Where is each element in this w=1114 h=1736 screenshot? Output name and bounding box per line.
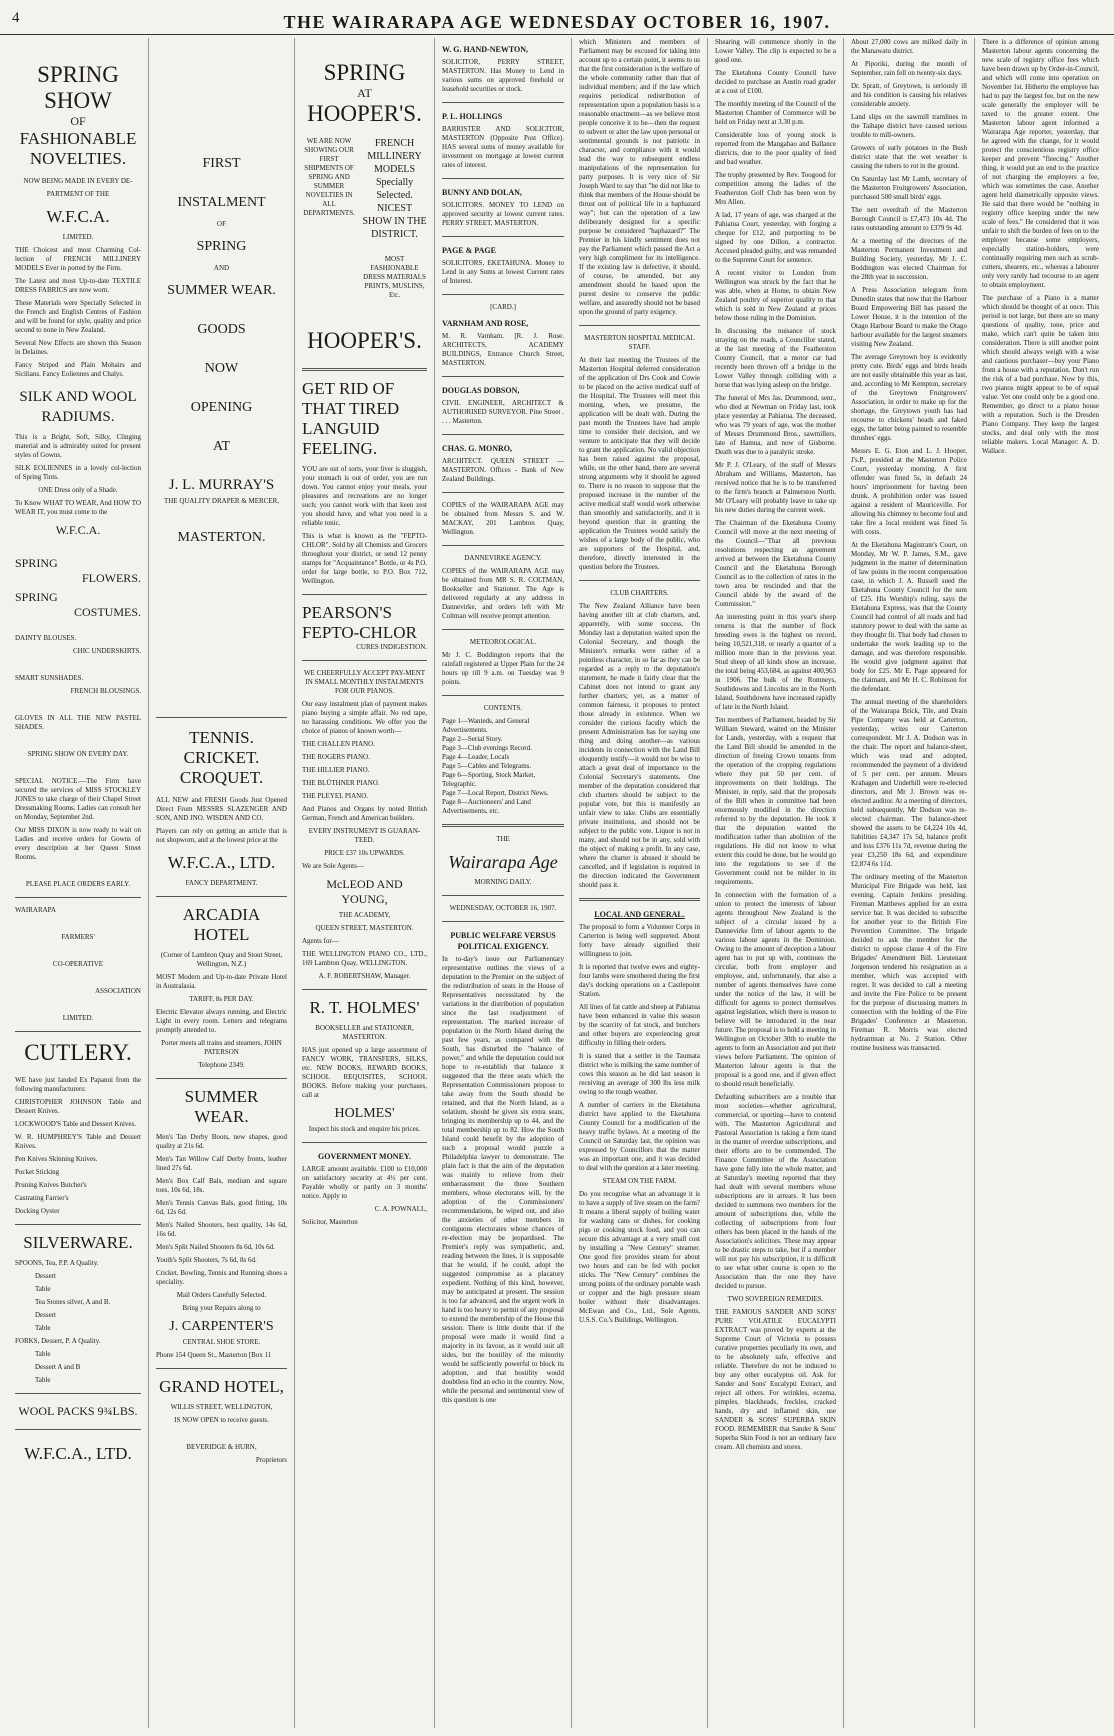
wfca-heading: W.F.C.A. (55, 523, 101, 537)
card-heading: BUNNY AND DOLAN, (442, 188, 522, 197)
piano-item: THE PLEYEL PIANO. (302, 792, 369, 800)
article-text: The Eketahuna County Council have decided to purchase an Austin road grader at a cost of £100. (715, 69, 836, 95)
ad-line: Table (35, 1376, 51, 1384)
ad-line: FARMERS' (61, 933, 95, 941)
ad-line: FORKS, Dessert, P. A Quality. (15, 1337, 101, 1345)
contents-heading: CONTENTS. (483, 704, 523, 712)
ad-paragraph: HAS just opened up a large assortment of FANCY WORK, TRANSFERS, SILKS, etc. NEW BOOKS, REWARD BOOKS, SCHOOL REQUISITES, SCHOOL BOOKS. Before making your purchases, call at (302, 1046, 427, 1099)
ad-paragraph: The Latest and most Up-to-date TEXTILE DRESS FABRICS are now worn. (15, 277, 141, 294)
spring-heading: SPRING (15, 556, 58, 570)
contents-item: Page 7—Local Report, District News. (442, 789, 549, 797)
leader-heading: PUBLIC WELFARE VERSUS POLITICAL EXIGENCY. (450, 931, 556, 951)
ad-line: Tea Stones silver, A and B. (35, 1298, 111, 1306)
article-text: Do you recognise what an advantage it is to have a supply of live steam on the farm? It means a liberal supply of boiling water for washing cans or dishes, for cooking pigs or cooking stock food, and you can secure this advantage at a very small cost by installing a "New Century" steamer. One good fire provides steam for about two hours and can be fed with pocket sticks. The "New Century" combines the strong points of the ordinary portable wash or copper and the high pressure steam boiler without their disadvantages. McEwan and Co., Ltd., Sole Agents, U.S.S. Co.'s Buildings, Wellington. (579, 1190, 700, 1324)
at-heading: AT (357, 86, 372, 100)
article-text: The ordinary meeting of the Masterton Municipal Fire Brigade was held, last evening, Captain Jenkins presiding. Fireman Matthews applied for an extra service bar. It was decided to subscribe for another year to the British Fire Prevention Committee. The brigade decided to ask the member for the district to oppose clause 4 of the Fire Brigades' Amendment Bill. Lieutenant Jorgenson tendered his resignation as a member, which was accepted with regret. It was decided to call a meeting and invite the Fire Police to be present for the purpose of discussing matters in connection with the holding of the Fire Brigades' Conference at Masterton. Fireman R. Morris was elected hydrantman at No. 2 Station. Other routine business was transacted. (851, 873, 967, 1052)
spring-heading: SPRING (196, 239, 247, 254)
card-text: BARRISTER AND SOLICITOR, MASTERTON (Opposite Post Office). HAS several sums of money available for investment on mortgage at lowest current rates of interest. (442, 125, 564, 169)
ad-line: Men's Nailed Shooters, best quality, 14s 6d, 16s 6d. (156, 1221, 287, 1238)
grand-hotel-heading: GRAND HOTEL, (159, 1377, 284, 1396)
getrid-heading: LANGUID (302, 419, 380, 438)
article-text: Mr P. J. O'Leary, of the staff of Messrs Abraham and Williams, Masterton, has received notice that he is to be transferred to the firm's branch at Palmerston North. Mr O'Leary will probably leave to take up his new duties during the current week. (715, 461, 836, 514)
notice-text: Mr J. C. Boddington reports that the rainfall registered at Upper Plain for the 24 hours up till 9 a.m. on Tuesday was 9 points. (442, 651, 564, 686)
ad-paragraph: MOST Modern and Up-to-date Private Hotel in Australasia. (156, 973, 287, 990)
card-text: SOLICITORS, EKETAHUNA. Money to Lend in any Sums at lowest Current rates of Interest. (442, 259, 564, 285)
columns (8, 38, 1106, 1728)
column-2 (148, 38, 294, 1728)
opening-heading: OPENING (190, 400, 253, 415)
ad-line: PLEASE PLACE ORDERS EARLY. (25, 880, 131, 888)
ad-paragraph: WE CHEERFULLY ACCEPT PAY-MENT IN SMALL MONTHLY INSTALMENTS FOR OUR PIANOS. (303, 669, 426, 695)
article-text: An interesting point in this year's sheep returns is that the number of flock breeding ewes is the highest on record, being 10,521,318, or nearly a quarter of a million more than in the previous year. Stud sheep of all kinds show an increase, the total being 453,684, as against 400,963 in 1906. The bulk of the Romneys, Southdowns and Lincolns are in the North Island, Southdowns have increased rapidly of late in the North Island. (715, 613, 836, 711)
ad-line: Bring your Repairs along to (182, 1304, 261, 1312)
croquet-heading: CROQUET. (179, 768, 264, 787)
ad-line: CHRISTOPHER JOHNSON Table and Dessert Knives. (15, 1098, 141, 1115)
tennis-heading: TENNIS. (189, 728, 254, 747)
wfca-ltd-heading: W.F.C.A., LTD. (167, 853, 276, 872)
card-heading: W. G. HAND-NEWTON, (442, 45, 529, 54)
article-text: The annual meeting of the shareholders of the Wairarapa Brick, Tile, and Drain Pipe Company was held at Carterton, yesterday, writes our Carterton correspondent. Mr J. A. Dodson was in the chair. The report and balance-sheet, which was read and adopted, recommended the payment of a dividend of 5 per cent. per annum. Messrs Krahagen and Underhill were re-elected directors, and Mr J. Brown was re-elected auditor. At a meeting of directors, held subsequently, Mr Dodson was re-elected chairman. The balance-sheet showed the assets to be £4,224 10s 4d, liabilities £4,347 17s 5d, balance profit and loss £376 11s 7d, revenue during the year £3,250 18s 6d, and expenditure £2,874 6s 11d. (851, 698, 967, 868)
article-text: The nett overdraft of the Masterton Borough Council is £7,473 10s 4d. The rates outstanding amount to £379 9s 4d. (851, 206, 967, 232)
notice-heading: METEOROLOGICAL. (469, 638, 537, 646)
card-text: SOLICITORS. MONEY TO LEND on approved security at lowest current rates. PERRY STREET, MASTERTON. (442, 201, 564, 227)
getrid-heading: FEELING. (302, 439, 378, 458)
woolpacks-heading: WOOL PACKS 9¾LBS. (18, 1404, 138, 1418)
ad-line: Men's Split Nailed Shooters 8s 6d, 10s 6d. (156, 1243, 275, 1251)
ad-paragraph: WE have just landed Ex Papanui from the following manufacturers: (15, 1076, 141, 1093)
article-text: All lines of fat cattle and sheep at Pahiatua have been enhanced in value this season by the scarcity of fat stock, and butchers and other buyers are experiencing great difficulty in filling their orders. (579, 1003, 700, 1047)
ad-line: Table (35, 1350, 51, 1358)
getrid-heading: GET RID OF (302, 379, 395, 398)
ad-paragraph: SPECIAL NOTICE.—The Firm have secured the services of MISS STOCKLEY JONES to take charge of their Chapel Street Dressmaking Rooms. Ladies can consult her on Monday, September 2nd. (15, 777, 141, 821)
holmes-heading: R. T. HOLMES' (309, 998, 420, 1017)
article-text: Messrs E. G. Eton and L. J. Hooper, J's.P., presided at the Masterton Police Court, yesterday morning. A first offender was fined 5s, in default 24 hours' imprisonment for having been drunk. A prohibition order was issued against a resident of Mauriceville. For allowing his chimney to become foul and take fire a local resident was fined 5s with costs. (851, 447, 967, 536)
column-3 (294, 38, 434, 1728)
dateline: WEDNESDAY, OCTOBER 16, 1907. (449, 904, 557, 912)
article-text: Shearing will commence shortly in the Lower Valley. The clip is expected to be a good one. (715, 38, 836, 64)
masthead (0, 0, 1114, 35)
wfca-heading: W.F.C.A. (46, 207, 110, 226)
at-heading: AT (212, 439, 231, 454)
article-text: Land slips on the sawmill tramlines in the Taihape district have caused serious trouble to mill-owners. (851, 113, 967, 139)
ad-paragraph: ONE Dress only of a Shade. (38, 486, 118, 494)
card-heading: VARNHAM AND ROSE, (442, 319, 529, 328)
article-text: Dr. Spratt, of Greytown, is seriously ill and his condition is causing his relatives considerable anxiety. (851, 82, 967, 108)
article-text: A number of carriers in the Eketahuna district have applied to the Eketahuna County Council for a modification of the heavy traffic bylaws. At a meeting of the Council on Saturday last, the opinion was expressed by Councillors that the matter was an important one, and it was decided to deal with the question at a later meeting. (579, 1101, 700, 1172)
notice-heading: DANNEVIRKE AGENCY. (464, 554, 542, 562)
ad-paragraph: Electric Elevator always running, and Electric Light in every room. Letters and telegrams promptly attended to. (156, 1008, 287, 1034)
article-text: In discussing the nuisance of stock straying on the roads, a Councillor stated, at the last meeting of the Featherston County Council, that a motor car had recently been thrown off a bridge in the Lower Valley through colliding with a horse that was lying asleep on the bridge. (715, 327, 836, 389)
ad-text: CENTRAL SHOE STORE. (182, 1338, 261, 1346)
contents-item: Page 8—Auctioneers' and Land Advertisements, etc. (442, 798, 531, 815)
ad-paragraph: This is a Bright, Soft, Silky, Clinging material and is admirably suited for present styles of Gowns. (15, 433, 141, 459)
instalment-heading: INSTALMENT (177, 195, 266, 210)
spring-heading: SPRING (37, 62, 119, 87)
ad-text: PRICE £37 10s UPWARDS. (324, 849, 405, 857)
now-heading: NOW (204, 361, 239, 376)
piano-item: THE BLÜTHNER PIANO. (302, 779, 380, 787)
ad-paragraph: Fancy Striped and Plain Mohairs and Sicilians. Fancy Eoliennes and Chalys. (15, 361, 141, 378)
holmes-heading: HOLMES' (334, 1106, 395, 1121)
ad-line: Men's Tan Derby Boots, new shapes, good quality at 21s 6d. (156, 1133, 287, 1150)
article-text: There is a difference of opinion among Masterton labour agents concerning the new scale of registry office fees which have been drawn up by Order-in-Council, and which will come into operation on November 1st. Hitherto the employee has had to pay the largest fee, but on the new scale generally the employer will be taxed to the greater extent. One Masterton labour agent informed a Wairarapa Age reporter, yesterday, that he agreed with the change, for it would protect the conscientious registry office keeper and prevent "fleecing." Another thing, it would put an end to the practice of not charging the employers a fee, which was sometimes the case. Another agent held diametrically opposite views. He said that there would be "nothing in registry office keeping under the new scale of fees." He considered that it was unfair to shift the burden of fees on to the employer because some employers, especially station-holders, were continually requiring men such as scrub-cutters, shearers, etc., whereas a labourer only very rarely had recourse to an agent to obtain employment. (982, 38, 1099, 289)
ad-text: Telephone 2349. (198, 1061, 245, 1069)
article-heading: CLUB CHARTERS. (610, 589, 669, 597)
ad-line: LIMITED. (62, 1014, 94, 1022)
the-text: THE (496, 835, 510, 843)
card-heading: DOUGLAS DOBSON, (442, 386, 520, 395)
ad-line: Dessert (35, 1272, 56, 1280)
article-text: At the Eketahuna Magistrate's Court, on Monday, Mr W. P. James, S.M., gave judgment in the matter of determination of law points in the recent compensation case, in which J. A. Russell sued the Eketahuna County Council for the sum of £25. His Worship's ruling, says the Eketahuna Express, was that the County Council had control of all roads and had statutory power to deal with the same as they thought fit. That body had chosen to undertake the work leading up to the damage, and was therefore responsible. He would give judgment against that body for £25. Mr E. Page appeared for the claimant, and Mr H. C. Robinson for the defendant. (851, 541, 967, 693)
ad-line: Castrating Farrier's (15, 1194, 69, 1202)
ad-paragraph: These Materials were Specially Selected in the French and English Centres of Fashion and will be found for style, quality and price second to none in New Zealand. (15, 299, 141, 334)
article-heading: TWO SOVEREIGN REMEDIES. (727, 1295, 824, 1303)
article-heading: MASTERTON HOSPITAL MEDICAL STAFF. (584, 334, 695, 351)
ad-paragraph: THE Choicest and most Charming Col-lection of FRENCH MILLINERY MODELS Ever in ported by the Firm. (15, 246, 141, 272)
ad-line: Youth's Split Shooters, 7s 6d, 8s 6d. (156, 1256, 257, 1264)
silk-heading: SILK AND WOOL RADIUMS. (19, 389, 137, 425)
article-text: The New Zealand Alliance have been having another tilt at club charters, and, apparently, with some success. On Monday last a deputation waited upon the Colonial Secretary, and though the Minister's remarks were rather of a pointless character, in so far as they can be regarded as a reply to the deputation's statement, he made it fairly clear that the Cabinet does not intend to grant any further charters; yet, as a matter of common fairness, it proposes to protect those already in existence. When we consider the curious faculty which the present Administration has for saying one thing and doing another—as various incidents in connection with the Land Bill eloquently testify—it would not be wise to attach a great deal of importance to the Colonial Secretary's statements. One member of the deputation considered that club charters should be subject to the popular vote, but this is manifestly an unfair view to take. Clubs are essentially private institutions, and should not be subject to the public vote. Liquor is not in many, and should not be in any, sold with the object of making a profit. In any case, where the charter is abused it should be cancelled, and if legislation is required in the direction indicated the Government should pass it. (579, 602, 700, 889)
page-number: 4 (12, 10, 20, 26)
ad-paragraph: This is what is known as the "FEPTO-CHLOR". Sold by all Chemists and Grocers throughout your district, or send 12 penny stamps for "Acquaintance" Bottle, or 4s P.O. order for large bottle, to P.O. Box 712, Wellington. (302, 532, 427, 585)
ad-line: Table (35, 1324, 51, 1332)
fashionable-heading: FASHIONABLE (19, 129, 137, 148)
ad-paragraph: Several New Effects are shown this Season in Delaines. (15, 339, 141, 356)
contents-item: Page 2—Serial Story. (442, 735, 503, 743)
ad-line: Pen Knives Skinning Knives. (15, 1155, 98, 1163)
ad-line: GLOVES IN ALL THE NEW PASTEL SHADES. (15, 714, 141, 731)
pearson-heading: FEPTO-CHLOR (302, 623, 417, 642)
ad-text: TARIFF, 8s PER DAY. (189, 995, 254, 1003)
ad-line: ASSOCIATION (95, 987, 141, 995)
card-text: M. R. Varnham. [R. J. Rose. ARCHITECTS, ACADEMY BUILDINGS, Entrance Church Street, MASTERTON. (442, 332, 564, 367)
ad-line: Dessert A and B (35, 1363, 81, 1371)
ad-paragraph: Our MISS DIXON is now ready to wait on Ladies and receive orders for Gowns of every description at her Queen Street Rooms. (15, 826, 141, 861)
ad-text: NOW BEING MADE IN EVERY DE- (23, 177, 133, 185)
article-text: The funeral of Mrs Jas. Drummond, senr., who died at Newman on Friday last, took place yesterday at Pahiatua. The deceased, who was 79 years of age, was the mother of Messrs Drummond Bros., sawmillers, late of Hamua, and now of Gisborne. Death was due to a paralytic stroke. (715, 394, 836, 456)
ad-text: WILLIS STREET, WELLINGTON, (170, 1403, 273, 1411)
card-text: CIVIL ENGINEER, ARCHITECT & AUTHORISED SURVEYOR. Pine Street . . . . Masterton. (442, 399, 564, 425)
article-text: A recent visitor to London from Wellington was struck by the fact that he was able, when at Home, to obtain New Zealand poultry of superior quality to that which is sold in New Zealand at prices below those ruling in the Dominion. (715, 269, 836, 322)
article-text: The Chairman of the Eketahuna County Council will move at the next meeting of the Council—"That all previous resolutions respecting an agreement arrived at between the Eketahuna County Council and the Eketahuna Borough Council as to the collection of rates in the town area be rescinded and that the Council abide by the award of the Commission." (715, 519, 836, 608)
summer-heading: SUMMER WEAR. (167, 283, 276, 298)
card-text: SOLICITOR, PERRY STREET, MASTERTON. Has Money to Lend in various sums on approved freehold or leasehold securities or stock. (442, 58, 564, 93)
card-heading: P. L. HOLLINGS (442, 112, 503, 121)
ad-text: FRENCH MILLINERY MODELS Specially Selected. NICEST SHOW IN THE DISTRICT. (362, 138, 427, 240)
show-heading: SHOW (44, 88, 112, 113)
ad-text: THE ACADEMY, (338, 911, 391, 919)
leader-text: In to-day's issue our Parliamentary representative outlines the views of a deputation to the Premier on the subject of the redistribution of seats in the House of Representatives necessitated by the variations in the distribution of population since the last readjustment of representation. The marked increase of population in the North Island during the past few years, as compared with the South, has disturbed the "balance of power," and while the deputation could not hope to re-establish that balance it suggested that the three seats which the Representation Commissioners propose to take away from the South should be retained, and that the North Island, as a solatium, should be given six extra seats, bringing its membership up to 44, and the total membership up to 82. How the South Island could benefit by the adoption of such a proposal would puzzle a Philadelphia lawyer to demonstrate. The plain fact is that the aim of the deputation was mainly to relieve from their embarrassment the three Southern members, whose electorates will, by the adoption of the Commissioners' recommendations, be wiped out, and also the anxieties of other members in contiguous electorates whose chances of re-election may be jeopardised. The Premier's reply was sympathetic, and, reading between the lines, it is supposable that he would, if he could, adopt the suggested compromise as a placatory expedient. Nothing of this kind, however, may be anticipated at present. The session is too far advanced, and the urgent work in hand is too heavy to permit of any proposal to extend the membership of the House this session. There is little doubt that if the proposal were made it would find a majority in its favour, as it would suit all sides, but the hostility of the minority would be sufficiently powerful to block its adoption, and that hostility would doubtless find an echo in the country. Now, while the personal and sentimental view of this question is one (442, 955, 564, 1404)
article-text: A Press Association telegram from Dunedin states that now that the Harbour Board Empowering Bill has passed the Lower House, it is the intention of the Otago Harbour Board to make the Otago harbour available for the largest steamers visiting New Zealand. (851, 286, 967, 348)
ad-line: LOCKWOOD'S Table and Dessert Knives. (15, 1120, 136, 1128)
article-text: In connection with the formation of a union to protect the interests of labour agents throughout New Zealand is the subject of a circular issued by a Dannevirke firm of labour agents to the various labour agents in the Dominion. Owing to the amount of deception a labour agent has to put up with, continues the circular, both from employer and employee, and, unfortunately, that also a number of agents themselves have come under the notice of the law, it will be difficult for agents to protect themselves against legislation, which there is reason to believe will be introduced in the near future. The proposal is to hold a meeting in Wellington on October 30th to enable the agents to form an Association and put their views before Parliament. The opinion of Masterton labour agents is that the proposal is a good one, and if given effect to should result beneficially. (715, 891, 836, 1088)
draper-text: THE QUALITY DRAPER & MERCER, (163, 497, 280, 505)
ad-paragraph: Players can rely on getting an article that is not shopworn, and at the lowest price at the (156, 827, 287, 844)
morning-text: MORNING DAILY. (474, 878, 532, 886)
and-text: AND (213, 264, 230, 272)
ad-line: Cricket, Bowling, Tennis and Running shoes a speciality. (156, 1269, 287, 1286)
ad-text: Agents for— (302, 937, 339, 945)
ad-paragraph: SILK EOLIENNES in a lovely col-lection of Spring Tints. (15, 464, 141, 481)
notice-text: COPIES of the WAIRARAPA AGE may be obtained from MR S. R. COLTMAN, Bookseller and Stationer. The Age is delivered regularly at any address in Dannevirke, and orders left with Mr Coltman will receive prompt attention. (442, 567, 564, 620)
article-text: The trophy presented by Rev. Toogood for competition among the ladies of the Featherston Golf Club has been won by Mrs Allen. (715, 171, 836, 206)
card-heading: PAGE & PAGE (442, 246, 496, 255)
goods-heading: GOODS (197, 322, 246, 337)
first-heading: FIRST (202, 156, 241, 171)
ad-line: CHIC UNDERSKIRTS. (72, 647, 141, 655)
article-text: A lad, 17 years of age, was charged at the Pahiatua Court, yesterday, with forging a cheque for £12, and purporting to be signed by one Dillon, a contractor. Accused pleaded guilty, and was remanded to the Supreme Court for sentence. (715, 211, 836, 264)
local-heading: LOCAL AND GENERAL. (594, 910, 685, 919)
ad-paragraph: YOU are out of sorts, your liver is sluggish, your stomach is out of order, you are run down. You cannot enjoy your meals, your pleasures and recreations are no longer such; you cannot work with that keen zest you should have, and what you need is a reliable tonic. (302, 465, 427, 527)
article-text: Ten members of Parliament, headed by Sir William Steward, waited on the Minister for Lands, yesterday, with a request that the Land Bill should be amended in the direction of freeing Crown tenants from the operation of the cropping regulations where they put 50 per cent. of improvements on their holdings. The Minister, in reply, said that the proposals of the Bill when in committee had been enormously modified in the direction referred to by the deputation. He took it that the deputation wanted the modification rather than abolition of the regulations. He did not know to what extent this could be done, but he would go into the regulations to see if the Government could not be milder in its requirements. (715, 716, 836, 886)
of-heading: OF (70, 114, 86, 128)
spring-heading: SPRING (323, 60, 406, 85)
article-text: which Ministers and members of Parliament may be excused for taking into account up to a certain point, it seems to us that the first consideration is the welfare of the whole community rather than that of individual members; and if the law which requires periodical redistribution of representation upon a population basis is a reasonable enactment—as we believe most people conceive it to be—then the request to subvert or alter the law upon personal or sentimental grounds is not patriotic in character, and compliance with it would lead the way to subsequent endless manipulations of the representation for party purposes. It is very nice of Sir Joseph Ward to say that "he did not like to think that members of the House should be thrust out of political life in a haphazard way"; but can the operation of a law deliberately designed for a specific purpose be considered "haphazard?" The Premier in his kindly sentiment does not pay the Parliament which passed the Act a very high compliment for its intelligence. If the existing law is defective, it should, of course, be amended, but any amendment should be based upon the purest desire to conserve the public welfare, and assuredly should not be based upon the ground of party exigency. (579, 38, 700, 316)
article-text: The proposal to form a Volunteer Corps in Carterton is being well supported. About forty have already signified their willingness to join. (579, 923, 700, 958)
novelties-heading: NOVELTIES. (29, 149, 127, 168)
ad-line: Docking Oyster (15, 1207, 60, 1215)
ad-line: CO-OPERATIVE (52, 960, 104, 968)
ad-line: Dessert (35, 1311, 56, 1319)
card-text: ARCHITECT. QUEEN STREET — MASTERTON. Offices - Bank of New Zealand Buildings. (442, 457, 564, 483)
ad-line: Pruning Knives Butcher's (15, 1181, 87, 1189)
ad-text: PARTMENT OF THE (46, 190, 110, 198)
flowers-heading: FLOWERS. (81, 571, 141, 585)
column-4 (434, 38, 571, 1728)
masterton-heading: MASTERTON. (177, 530, 266, 545)
article-text: Growers of early potatoes in the Bush district state that the wet weather is causing the tubers to rot in the ground. (851, 144, 967, 170)
ad-line: Mail Orders Carefully Selected. (176, 1291, 267, 1299)
article-text: It is stated that a settler in the Taumata district who is milking the same number of cows this season as he did last season is receiving an average of 300 lbs less milk owing to the rough weather. (579, 1052, 700, 1096)
ad-text: Proprietors (255, 1456, 287, 1464)
piano-item: THE HILLIER PIANO. (302, 766, 370, 774)
wfca-ltd-heading: W.F.C.A., LTD. (24, 1444, 132, 1463)
article-text: The average Greytown boy is evidently pretty cute. Birds' eggs and birds heads are not easily obtainable this year as last, and, according to Mr Kempton, secretary of the Greytown Fruitgrowers' Association, in order to make up for the shortage, the Greytown youth has had recourse to chickens' heads and faked eggs, the latter being painted to resemble thrushes' eggs. (851, 353, 967, 442)
ad-paragraph: ALL NEW and FRESH Goods Just Opened Direct From MESSRS SLAZENGER AND SON, AND JNO. WISDEN AND CO. (156, 796, 287, 822)
ad-text: A. F. ROBERTSHAW, Manager. (318, 972, 411, 980)
piano-item: THE CHALLEN PIANO. (302, 740, 375, 748)
column-8 (974, 38, 1106, 1728)
ad-text: QUEEN STREET, MASTERTON. (315, 924, 414, 932)
ad-text: THE WELLINGTON PIANO CO., LTD., 169 Lambton Quay, WELLINGTON. (302, 950, 427, 967)
ad-line: FRENCH BLOUSINGS. (70, 687, 141, 695)
article-text: At a meeting of the directors of the Masterton Permanent Investment and Building Society, yesterday, Mr J. C. Boddington was elected Chairman for the 28th year in succession. (851, 237, 967, 281)
column-6 (707, 38, 843, 1728)
masthead-title: THE WAIRARAPA AGE WEDNESDAY OCTOBER 16, 1907. (283, 12, 831, 32)
arcadia-heading: ARCADIA HOTEL (182, 905, 261, 944)
ad-text: C. A. POWNALL, (374, 1205, 427, 1213)
hoopers-heading: HOOPER'S. (307, 328, 422, 353)
ad-text: CURES INDIGESTION. (356, 643, 427, 651)
column-5 (571, 38, 707, 1728)
notice-text: COPIES of the WAIRARAPA AGE may be obtained from Messrs S. and W. MACKAY, 201 Lambton Quay, Wellington. (442, 501, 564, 536)
article-text: Defaulting subscribers are a trouble that most societies—whether agricultural, commercial, or sporting—have to contend with. The Masterton Agricultural and Pastoral Association is taking a firm stand in the matter of overdue subscriptions, and their efforts are to be commended. The Finance Committee of the Association have gone fully into the whole matter, and at Saturday's meeting reported that they had dealt with several members whose subscriptions are in arrears. It has been decided to summons two members for the amount of subscriptions due, while the collecting of subscriptions from four others has been placed in the hands of the Association's solicitors. These may appear to be drastic steps to take, but if a member will not pay his subscription, it is difficult to see what other course is open to the Association than the one they have decided to pursue. (715, 1093, 836, 1290)
article-text: It is reported that twelve ewes and eighty-four lambs were smothered during the first day's docking operations on a Castlepoint Station. (579, 963, 700, 998)
article-text: Considerable loss of young stock is reported from the Mangahao and Ballance districts, due to the poor quality of feed and bad weather. (715, 131, 836, 166)
contents-item: Page 1—Wanteds, and General Advertisements. (442, 717, 530, 734)
paper-nameplate: Wairarapa Age (448, 852, 558, 872)
contents-item: Page 4—Leader, Locals (442, 753, 510, 761)
ad-text: IS NOW OPEN to receive guests. (174, 1416, 269, 1424)
hoopers-heading: HOOPER'S. (307, 101, 422, 126)
ad-paragraph: Our easy instalment plan of payment makes piano buying a simple affair. No red tape, no harassing conditions. We offer you the choice of pianos of known worth— (302, 700, 427, 735)
ad-text: WE ARE NOW SHOWING OUR FIRST SHIPMENTS OF SPRING AND SUMMER NOVELTIES IN ALL DEPARTMENTS. (303, 137, 355, 217)
ad-line: DAINTY BLOUSES. (15, 634, 77, 642)
ad-line: SPOONS, Tea, P.P. A Quality. (15, 1259, 99, 1267)
ad-text: Solicitor, Masterton (302, 1218, 358, 1226)
cricket-heading: CRICKET. (183, 748, 260, 767)
article-text: The purchase of a Piano is a matter which should be thought of at once. This period is not large, but there are so many questions of quality, tone, price and make, which can't quite be taken into consideration. There is still another point which should always weigh with a wise and cautious purchaser—buy your Piano from a house with a reputation. Don't run the risk of a bad purchase. Now by this, two pianos might appear to be of equal value. Yet one could only be a good one. Remember, go direct to a piano house with a reputation. Such is the Dresden Piano Company. They keep the largest stocks, and deal only with the most reliable makers. Local Manager: A. D. Wallace. (982, 294, 1099, 455)
card-heading: CHAS. G. MONRO, (442, 444, 512, 453)
ad-line: Men's Tan Willow Calf Derby fronts, leather lined 27s 6d. (156, 1155, 287, 1172)
of-text: OF (217, 220, 226, 228)
column-1 (8, 38, 148, 1728)
ad-line: W. R. HUMPHREY'S Table and Dessert Knives. (15, 1133, 141, 1150)
ad-text: BOOKSELLER and STATIONER, MASTERTON. (315, 1024, 414, 1041)
ad-text: (Corner of Lambton Quay and Stout Street, Wellington, N.Z.) (160, 951, 283, 968)
carpenter-heading: J. CARPENTER'S (169, 1319, 274, 1334)
ad-line: SMART SUNSHADES. (15, 674, 84, 682)
murray-heading: J. L. MURRAY'S (168, 477, 275, 493)
article-heading: STEAM ON THE FARM. (602, 1177, 677, 1185)
article-text: At their last meeting the Trustees of the Masterton Hospital deferred consideration of the application of Drs Cook and Cowie to be placed on the active medical staff of the Hospital. The Trustees will meet this morning, when, we presume, the application will be dealt with. During the past month the Trustees have had ample time to consider their decision, and we venture to anticipate that they will decide to grant the application. No valid objection has been raised against the proposal, while, on the other hand, there are several strong arguments why it should be agreed to. There is no reason to suppose that the proposed increase in the number of the active medical staff would work otherwise than smoothly and satisfactorily, and it is beyond question that in granting the application the Trustees would satisfy the wishes of a large body of the public, who are supporters of the Hospital, and, therefore, directly interested in the question before the Trustees. (579, 356, 700, 571)
article-text: At Piporiki, during the month of September, rain fell on twenty-six days. (851, 60, 967, 77)
spring-heading: SPRING (15, 590, 58, 604)
ad-paragraph: LARGE amount available. £100 to £10,000 on satisfactory security at 4½ per cent. Payable wholly or partly on 3 months' notice. Apply to (302, 1165, 427, 1200)
contents-item: Page 5—Cables and Telegrams. (442, 762, 532, 770)
article-text: About 27,000 cows are milked daily in the Manawatu district. (851, 38, 967, 55)
ad-text: BEVERIDGE & HURN, (186, 1443, 257, 1451)
contents-item: Page 3—Club evenings Record. (442, 744, 532, 752)
fancy-text: FANCY DEPARTMENT. (185, 879, 258, 887)
getrid-heading: THAT TIRED (302, 399, 400, 418)
article-text: THE FAMOUS SANDER AND SONS' PURE VOLATILE EUCALYPTI EXTRACT was proved by experts at the Supreme Court of Victoria to possess curative properties peculiarly its own, and to be absolutely safe, effective and reliable. Therefore do not be induced to buy any other eucalyptus oil. Ask for Sander and Sons' Eucalypti Extract, and reject all others. For wrinkles, eczema, pimples, blackheads, freckles, cracked hands, dry and inflamed skin, use SANDER & SONS' SUPERBA SKIN FOOD. REMEMBER that Sander & Sons' Superba Skin Food is not an ordinary face cream. All chemists and stores. (715, 1308, 836, 1451)
ad-paragraph: To Know WHAT TO WEAR, And HOW TO WEAR IT, you must come to the (15, 499, 141, 516)
ad-paragraph: And Pianos and Organs by noted British German, French and American builders. (302, 805, 427, 822)
column-7 (843, 38, 974, 1728)
summer-wear-heading: SUMMER WEAR. (184, 1087, 259, 1126)
contents-item: Page 6—Sporting, Stock Market, Telegraphic. (442, 771, 536, 788)
limited-text: LIMITED. (62, 233, 94, 241)
gov-money-heading: GOVERNMENT MONEY. (318, 1152, 411, 1161)
mcleod-heading: McLEOD AND YOUNG, (326, 877, 403, 906)
piano-item: THE ROGERS PIANO. (302, 753, 370, 761)
ad-line: Table (35, 1285, 51, 1293)
costumes-heading: COSTUMES. (73, 605, 141, 619)
article-text: The monthly meeting of the Council of the Masterton Chamber of Commerce will be held on Friday next at 3.30 p.m. (715, 100, 836, 126)
ad-text: MOST FASHIONABLE DRESS MATERIALS PRINTS, MUSLINS, Etc. (363, 255, 426, 299)
ad-text: Porter meets all trains and steamers, JOHN PATERSON (161, 1039, 282, 1056)
article-text: On Saturday last Mr Lamb, secretary of the Masterton Fruitgrowers' Association, purchased 500 small birds' eggs. (851, 175, 967, 201)
ad-line: Men's Box Calf Bals, medium and square toes, 10s 6d, 18s. (156, 1177, 287, 1194)
card-label: [CARD.] (490, 303, 516, 311)
ad-text: Phone 154 Queen St., Masterton [Box 11 (156, 1351, 272, 1359)
ad-text: EVERY INSTRUMENT IS GUARAN-TEED. (308, 827, 421, 844)
cutlery-heading: CUTLERY. (24, 1040, 132, 1065)
ad-line: Men's Tennis Canvas Bals, good fitting, 10s 6d, 12s 6d. (156, 1199, 287, 1216)
pearson-heading: PEARSON'S (302, 603, 392, 622)
ad-text: Inspect his stock and enquire his prices. (308, 1125, 421, 1133)
ad-text: We are Sole Agents— (302, 862, 364, 870)
ad-line: Pocket Sticking (15, 1168, 60, 1176)
ad-line: SPRING SHOW ON EVERY DAY. (27, 750, 129, 758)
silverware-heading: SILVERWARE. (23, 1233, 133, 1252)
ad-line: WAIRARAPA (15, 906, 56, 914)
